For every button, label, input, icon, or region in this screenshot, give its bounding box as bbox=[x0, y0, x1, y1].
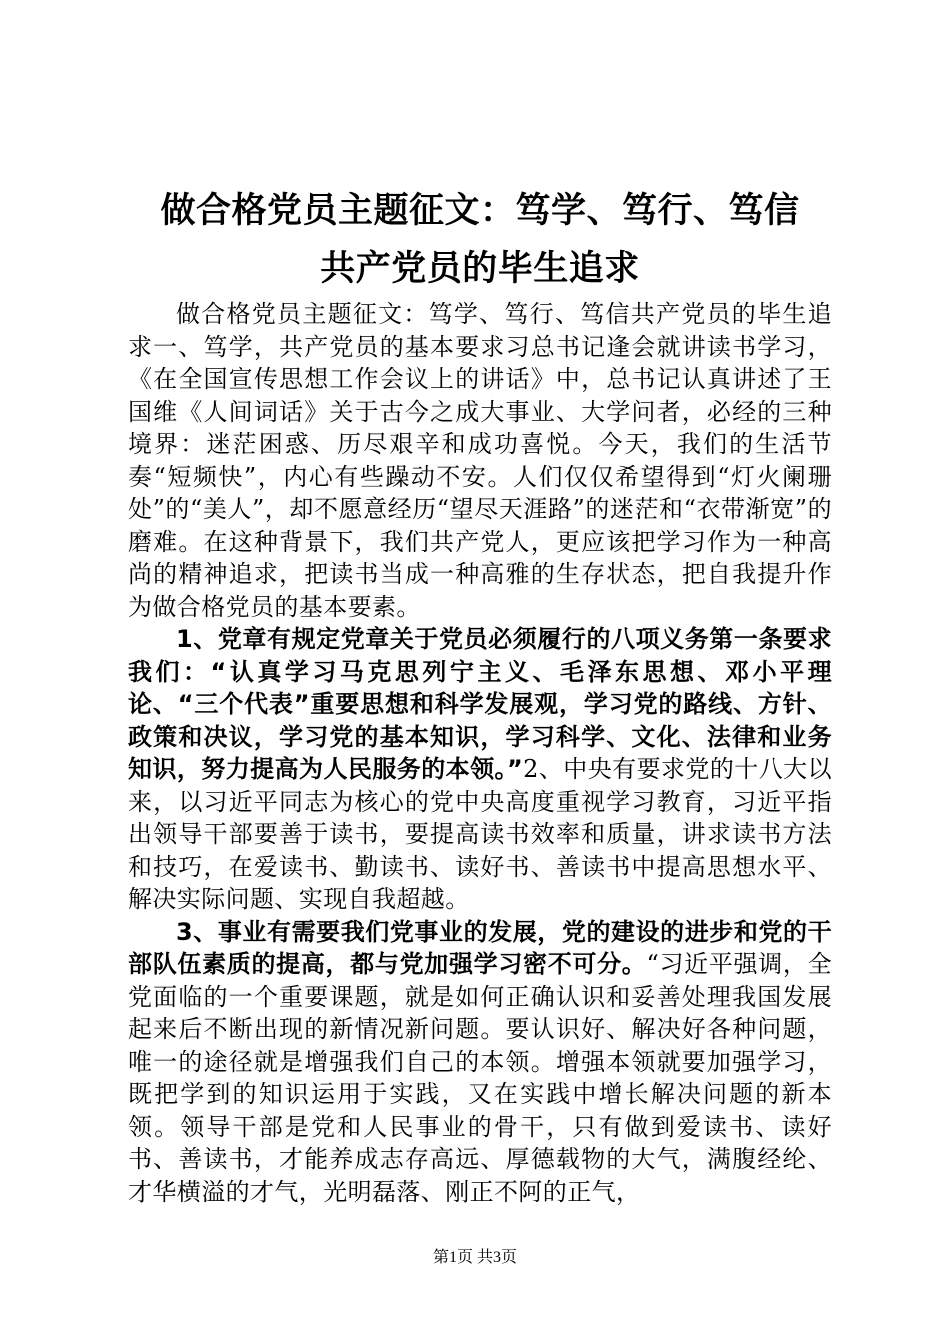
paragraph-2 bbox=[128, 623, 832, 916]
paragraph-3-bold-text: 3、事业有需要我们党事业的发展，党的建设的进步和党的干部队伍素质的提高，都与党加强学习密不可分。 bbox=[128, 917, 832, 978]
document-title: 做合格党员主题征文：笃学、笃行、笃信 共产党员的毕生追求 bbox=[160, 191, 836, 289]
paragraph-1-text: 做合格党员主题征文：笃学、笃行、笃信共产党员的毕生追求一、笃学，共产党员的基本要求习总书记逢会就讲读书学习，《在全国宣传思想工作会议上的讲话》中，总书记认真讲述了王国维《人间词话》关于古今之成大事业、大学问者，必经的三种境界：迷茫困惑、历尽艰辛和成功喜悦。今天，我们的生活节奏“短频快”，内心有些躁动不安。人们仅仅希望得到“灯火阑珊处”的“美人”，却不愿意经历“望尽天涯路”的迷茫和“衣带渐宽”的磨难。在这种背景下，我们共产党人，更应该把学习作为一种高尚的精神追求，把读书当成一种高雅的生存状态，把自我提升作为做合格党员的基本要素。 bbox=[128, 300, 832, 621]
paragraph-2-bold-text: 1、党章有规定党章关于党员必须履行的八项义务第一条要求我们：“认真学习马克思列宁主义、毛泽东思想、邓小平理论、“三个代表”重要思想和科学发展观，学习党的路线、方针、政策和决议，学习党的基本知识，学习科学、文化、法律和业务知识，努力提高为人民服务的本领。” bbox=[128, 625, 832, 783]
paragraph-2-text: 2、中央有要求党的十八大以来，以习近平同志为核心的党中央高度重视学习教育，习近平指出领导干部要善于读书，要提高读书效率和质量，讲求读书方法和技巧，在爱读书、勤读书、读好书、善读书中提高思想水平、解决实际问题、实现自我超越。 bbox=[128, 755, 833, 913]
paragraph-3 bbox=[128, 916, 832, 1209]
paragraph-3-text: “习近平强调，全党面临的一个重要课题，就是如何正确认识和妥善处理我国发展起来后不断出现的新情况新问题。要认识好、解决好各种问题，唯一的途径就是增强我们自己的本领。增强本领就要加强学习，既把学到的知识运用于实践，又在实践中增长解决问题的新本领。领导干部是党和人民事业的骨干，只有做到爱读书、读好书、善读书，才能养成志存高远、厚德载物的大气，满腹经纶、才华横溢的才气，光明磊落、刚正不阿的正气， bbox=[128, 950, 832, 1206]
document-body bbox=[128, 298, 832, 1208]
paragraph-1 bbox=[128, 298, 832, 623]
page-footer: 第1页 共3页 bbox=[432, 1249, 517, 1266]
